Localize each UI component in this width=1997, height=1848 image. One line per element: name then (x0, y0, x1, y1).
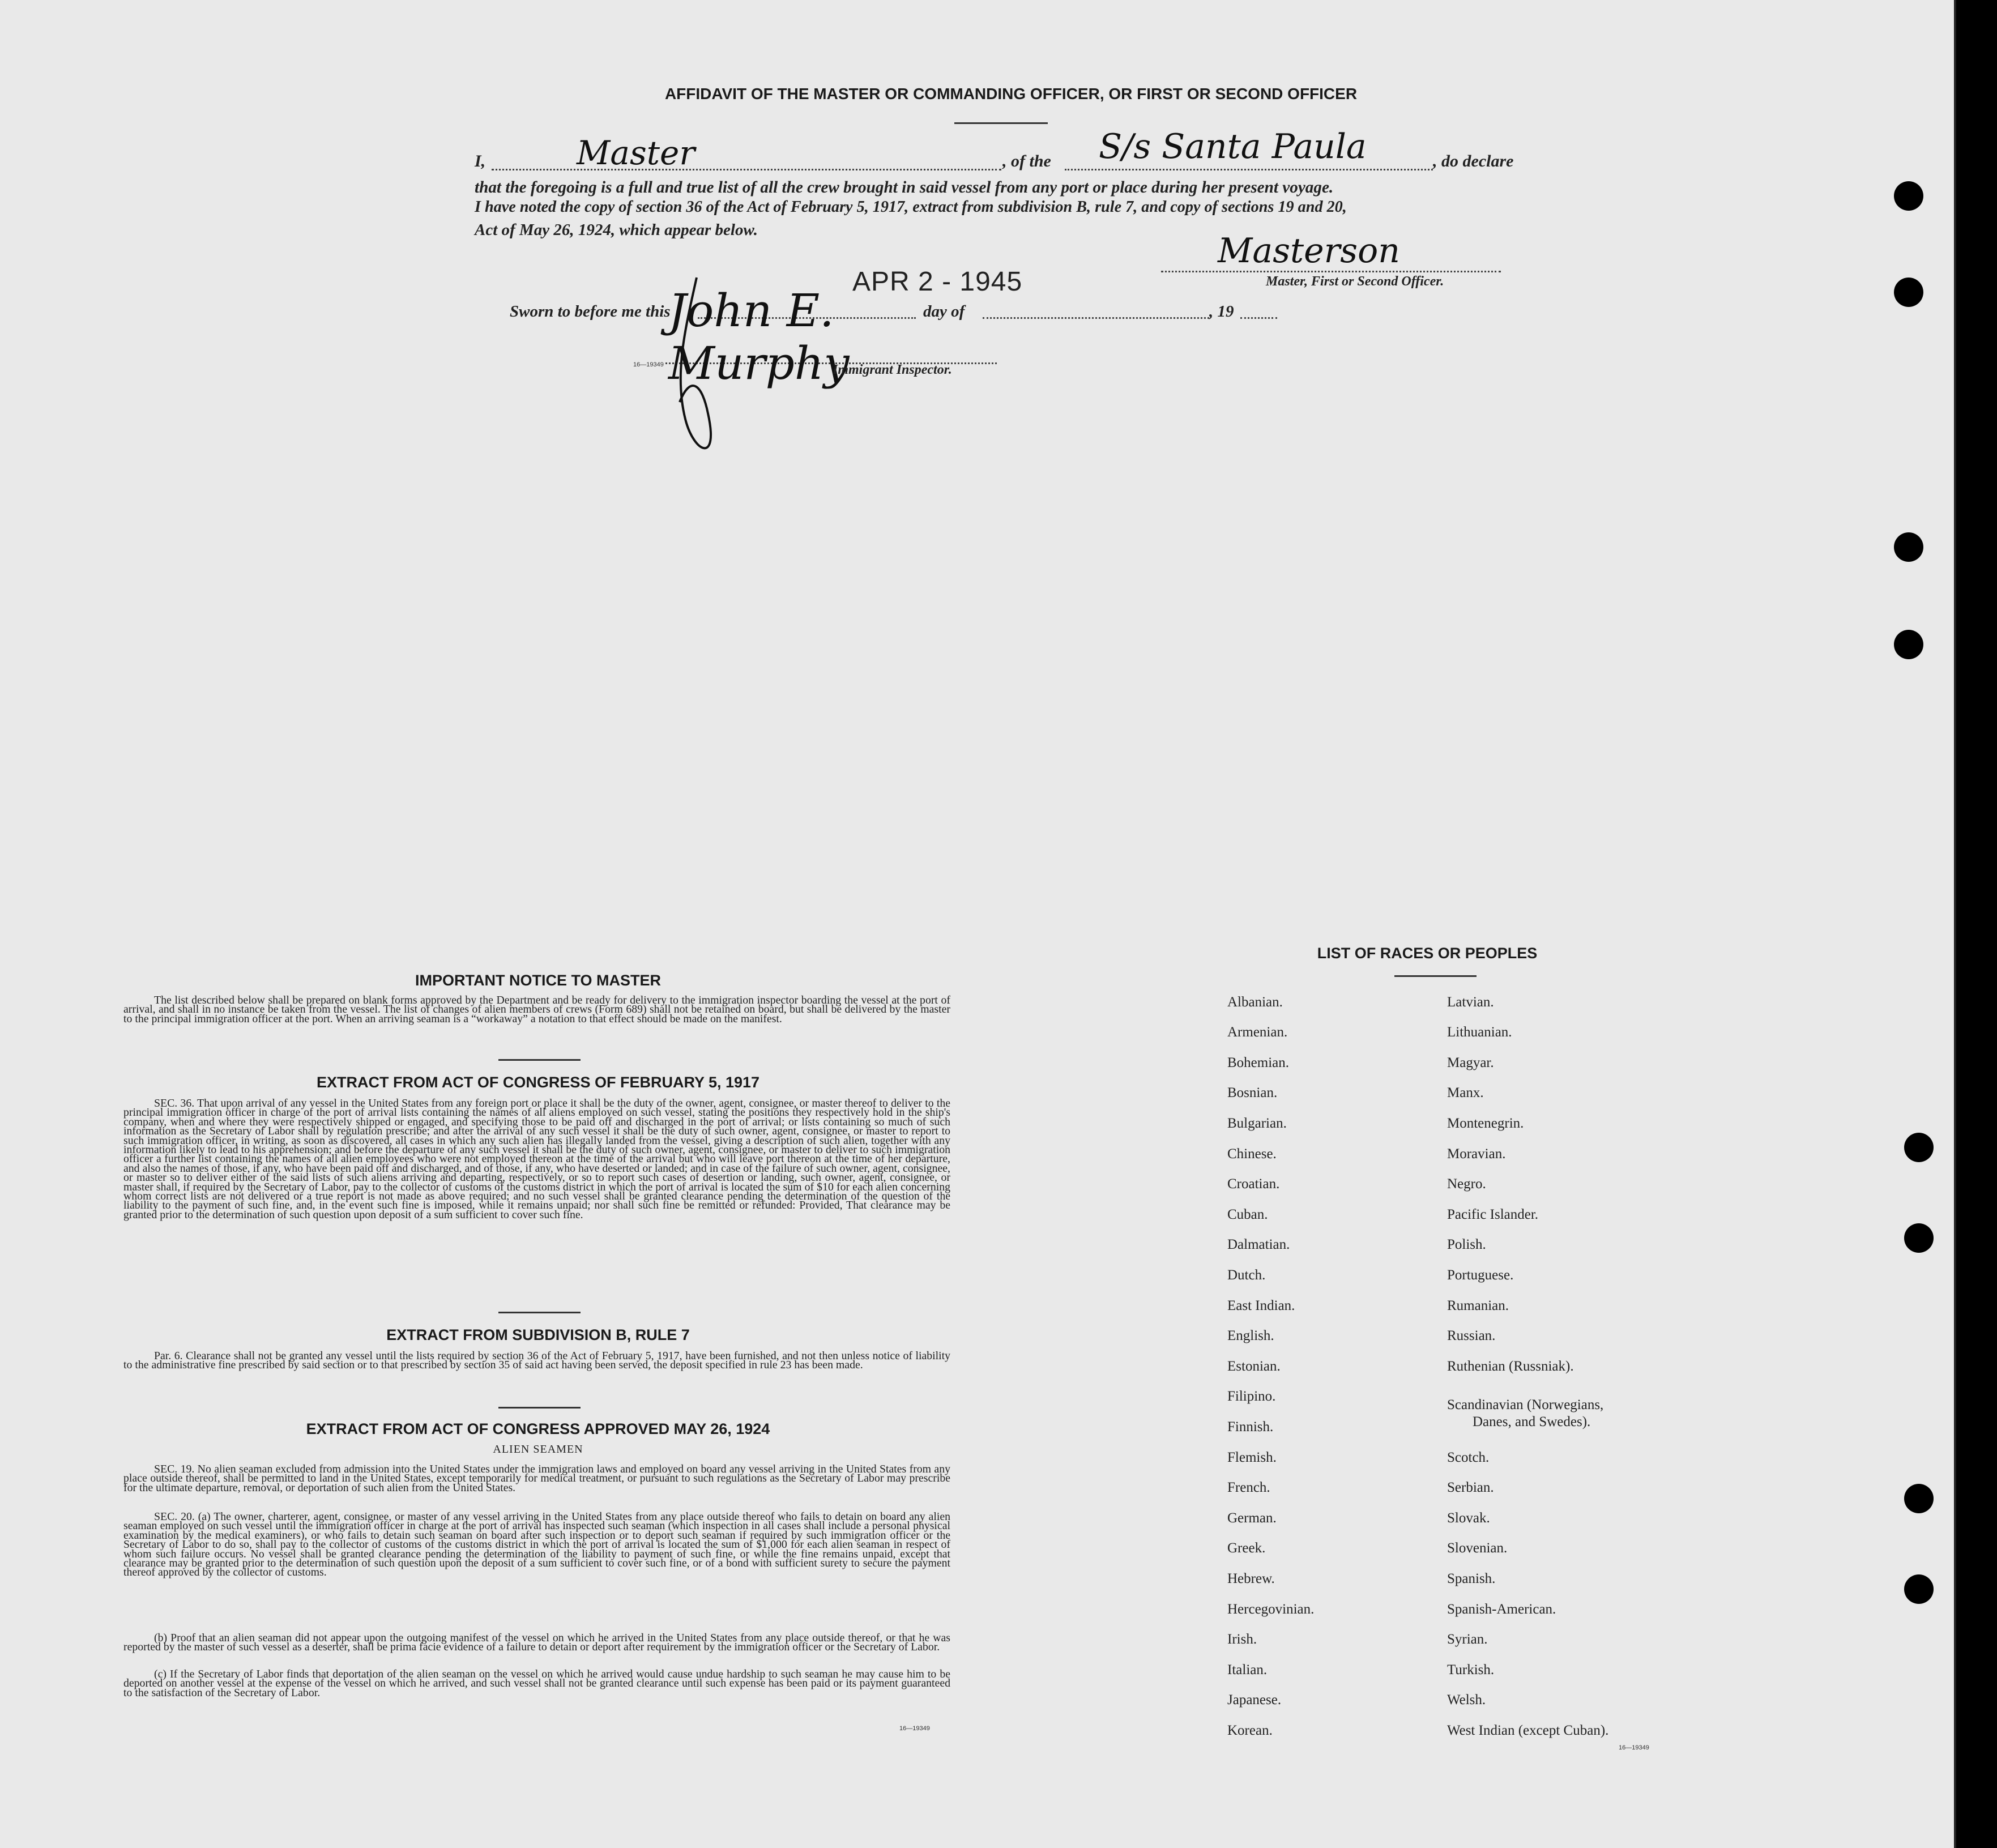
race-item: Negro. (1447, 1176, 1486, 1192)
of-the-label: , of the (1002, 152, 1051, 170)
race-item: Bohemian. (1227, 1055, 1290, 1070)
race-item: Bulgarian. (1227, 1116, 1287, 1131)
race-item: Albanian. (1227, 995, 1283, 1010)
race-item: Korean. (1227, 1723, 1273, 1738)
race-item: Magyar. (1447, 1055, 1494, 1070)
stamp-date: APR 2 - 1945 (852, 267, 1023, 297)
title-rule (954, 122, 1048, 124)
race-item: East Indian. (1227, 1298, 1295, 1313)
rule7-text: Par. 6. Clearance shall not be granted any vessel until the lists required by section 36 of the Act of February 5, 1917, have been furnished, and not then unless notice of liability to the administrative fine prescribed by said section or to that prescribed by section 35 of said act having been served, the deposit specified in rule 23 has been made. (123, 1350, 950, 1372)
race-item: Lithuanian. (1447, 1025, 1512, 1040)
race-item: German. (1227, 1510, 1277, 1526)
race-item: Pacific Islander. (1447, 1207, 1539, 1222)
race-item: Montenegrin. (1447, 1116, 1524, 1131)
sec20a-text: SEC. 20. (a) The owner, charterer, agent, consignee, or master of any vessel arriving in the United States from any place outside thereof who fails to detain on board any alien seaman employed on such vessel until the immigration officer in charge at the port of arrival has inspected such seaman (which inspection in all cases shall include a personal physical examination by the medical examiners), or who fails to detain such seaman on board after such inspection or to deport such seaman if required by such immigration officer or the Secretary of Labor to do so, shall pay to the collector of customs of the customs district in which the port of arrival is located the sum of $1,000 for each alien seaman in respect of whom such failure occurs. No vessel shall be granted clearance pending the determination of the liability to payment of such fine, or while the fine remains unpaid, except that clearance may be granted prior to the determination of such question upon the deposit of a sum sufficient to cover such fine, or of a bond with sufficient surety to secure the payment thereof approved by the collector of customs. (123, 1510, 950, 1579)
affidavit-title: AFFIDAVIT OF THE MASTER OR COMMANDING OFFICER, OR FIRST OR SECOND OFFICER (664, 85, 1358, 103)
race-item: Polish. (1447, 1237, 1486, 1252)
race-item: Finnish. (1227, 1419, 1274, 1435)
race-item: Scandinavian (Norwegians, (1447, 1397, 1604, 1412)
extract1917-title: EXTRACT FROM ACT OF CONGRESS OF FEBRUARY 5, 1917 (316, 1074, 760, 1091)
race-item: English. (1227, 1328, 1274, 1343)
extract1924-title: EXTRACT FROM ACT OF CONGRESS APPROVED MAY 26, 1924 (306, 1420, 770, 1437)
race-item: Italian. (1227, 1662, 1268, 1678)
race-item: Slovak. (1447, 1510, 1490, 1526)
extract1924-form-number: 16—19349 (899, 1725, 930, 1732)
races-title: LIST OF RACES OR PEOPLES (1317, 945, 1538, 962)
sec20c-text: (c) If the Secretary of Labor finds that deportation of the alien seaman on the vessel on which he arrived would cause undue hardship to such seaman he may cause him to be deported on another vessel at the expense of the vessel on which he arrived, and such vessel shall not be granted clearance until such expense has been paid or its payment guaranteed to the satisfaction of the Secretary of Labor. (123, 1668, 950, 1699)
race-item: Syrian. (1447, 1632, 1488, 1647)
races-form-number: 16—19349 (1619, 1744, 1649, 1751)
race-item: Rumanian. (1447, 1298, 1509, 1313)
punch-hole (1894, 532, 1923, 562)
race-item: Turkish. (1447, 1662, 1495, 1678)
race-item: Hercegovinian. (1227, 1602, 1315, 1617)
day-of-label: day of (923, 302, 965, 321)
race-item: Cuban. (1227, 1207, 1268, 1222)
races-rule (1394, 975, 1477, 977)
year-prefix: , 19 (1209, 302, 1234, 321)
race-item: Dalmatian. (1227, 1237, 1290, 1252)
race-item: Scotch. (1447, 1450, 1490, 1465)
race-item: Bosnian. (1227, 1085, 1278, 1100)
race-item: Manx. (1447, 1085, 1484, 1100)
race-item: Portuguese. (1447, 1267, 1514, 1283)
extract1917-rule (498, 1312, 581, 1313)
race-item: Russian. (1447, 1328, 1496, 1343)
notice-title: IMPORTANT NOTICE TO MASTER (415, 972, 661, 989)
rule7-rule (498, 1407, 581, 1409)
race-item: Croatian. (1227, 1176, 1280, 1192)
race-item: Welsh. (1447, 1692, 1486, 1708)
officer-signature-field[interactable] (1161, 231, 1501, 272)
race-item: Spanish. (1447, 1571, 1496, 1586)
vessel-handwritten: S/s Santa Paula (1099, 127, 1367, 167)
race-item: Armenian. (1227, 1025, 1288, 1040)
sec19-text: SEC. 19. No alien seaman excluded from admission into the United States under the immigration laws and employed on board any vessel arriving in the United States from any place outside thereof, shall be permitted to land in the United States, except temporarily for medical treatment, or pursuant to such regulations as the Secretary of Labor may prescribe for the ultimate departure, removal, or deportation of such alien from the United States. (123, 1463, 950, 1494)
sworn-year-field[interactable] (1240, 301, 1277, 319)
affidavit-line4: Act of May 26, 1924, which appear below. (475, 221, 758, 239)
i-label: I, (475, 152, 486, 170)
sec20b-text: (b) Proof that an alien seaman did not appear upon the outgoing manifest of the vessel on which he arrived in the United States from any place outside thereof, or that he was reported by the master of such vessel as a deserter, shall be prima facie evidence of a failure to detain or deport after requirement by the immigration officer or the Secretary of Labor. (123, 1632, 950, 1654)
race-item: Latvian. (1447, 995, 1494, 1010)
extract1924-subtitle: ALIEN SEAMEN (493, 1443, 583, 1456)
name-field[interactable] (492, 134, 1001, 172)
punch-hole (1904, 1484, 1934, 1513)
race-item: Slovenian. (1447, 1540, 1508, 1556)
race-item: Greek. (1227, 1540, 1266, 1556)
inspector-signature: John E. Murphy (668, 284, 850, 390)
name-handwritten: Master (577, 134, 695, 172)
do-declare-label: , do declare (1433, 152, 1514, 170)
punch-hole (1894, 181, 1923, 211)
race-item: Estonian. (1227, 1359, 1281, 1374)
race-item: Serbian. (1447, 1480, 1494, 1495)
signature-flourish (651, 272, 725, 476)
race-item: Chinese. (1227, 1146, 1277, 1162)
sworn-label: Sworn to before me this (510, 302, 671, 321)
officer-signature: Masterson (1218, 231, 1400, 271)
affidavit-line2: that the foregoing is a full and true list of all the crew brought in said vessel from any port or place during her present voyage. (475, 178, 1334, 197)
punch-hole (1904, 1133, 1934, 1162)
race-item: French. (1227, 1480, 1270, 1495)
punch-hole (1904, 1574, 1934, 1604)
race-item: Hebrew. (1227, 1571, 1275, 1586)
race-item: Danes, and Swedes). (1473, 1414, 1591, 1429)
race-item: Flemish. (1227, 1450, 1277, 1465)
punch-hole (1894, 278, 1923, 307)
officer-caption: Master, First or Second Officer. (1266, 274, 1444, 289)
race-item: West Indian (except Cuban). (1447, 1723, 1609, 1738)
extract1917-text: SEC. 36. That upon arrival of any vessel in the United States from any foreign port or place it shall be the duty of the owner, agent, consignee, or master thereof to deliver to the principal immigration officer in charge of the port of arrival lists containing the names of all aliens employed on such vessel, stating the positions they respectively hold in the ship's company, when and where they were respectively shipped or engaged, and specifying those to be paid off and discharged in the port of arrival; or lists containing so much of such information as the Secretary of Labor shall by regulation prescribe; and after the arrival of any such vessel it shall be the duty of such owner, agent, consignee, or master to report to such immigration officer, in writing, as soon as discovered, all cases in which any such alien has illegally landed from the vessel, giving a description of such alien, together with any information likely to lead to his apprehension; and before the departure of any such vessel it shall be the duty of such owner, agent, consignee, or master to deliver to such immigration officer a further list containing the names of all alien employees who were not employed thereon at the time of the arrival but who will leave port thereon at the time of her departure, and also the names of those, if any, who have been paid off and discharged, and of those, if any, who have deserted or landed; and in case of the failure of such owner, agent, consignee, or master so to deliver either of the said lists of such aliens arriving and departing, respectively, or so to report such cases of desertion or landing, such owner, agent, consignee, or master shall, if required by the Secretary of Labor, pay to the collector of customs of the customs district in which the port of arrival is located the sum of $10 for each alien concerning whom correct lists are not delivered or a true report is not made as above required; and no such vessel shall be granted clearance pending the determination of the question of the liability to the payment of such fine, and, in the event such fine is imposed, while it remains unpaid; nor shall such fine be remitted or refunded: Provided, That clearance may be granted prior to the determination of such question upon deposit of a sum sufficient to cover such fine. (123, 1097, 950, 1221)
race-item: Spanish-American. (1447, 1602, 1556, 1617)
race-item: Ruthenian (Russniak). (1447, 1359, 1574, 1374)
affidavit-form-number: 16—19349 (633, 361, 664, 368)
affidavit-line3: I have noted the copy of section 36 of the Act of February 5, 1917, extract from subdivision B, rule 7, and copy of sections 19 and 20, (475, 198, 1347, 216)
punch-hole (1904, 1223, 1934, 1253)
rule7-title: EXTRACT FROM SUBDIVISION B, RULE 7 (386, 1326, 690, 1343)
race-item: Filipino. (1227, 1389, 1276, 1404)
punch-hole (1894, 630, 1923, 659)
vessel-field[interactable] (1065, 127, 1433, 170)
race-item: Moravian. (1447, 1146, 1506, 1162)
race-item: Japanese. (1227, 1692, 1282, 1708)
sworn-month-field[interactable] (983, 301, 1209, 319)
inspector-caption: Immigrant Inspector. (833, 362, 952, 377)
notice-rule (498, 1059, 581, 1061)
notice-text: The list described below shall be prepared on blank forms approved by the Department and be ready for delivery to the immigration inspector boarding the vessel at the port of arrival, and shall in no instance be taken from the vessel. The list of changes of alien members of crews (Form 689) shall not be retained on board, but shall be delivered by the master to the principal immigration officer at the port. When an arriving seaman is a “workaway” a notation to that effect should be made on the manifest. (123, 994, 950, 1025)
race-item: Irish. (1227, 1632, 1257, 1647)
race-item: Dutch. (1227, 1267, 1266, 1283)
